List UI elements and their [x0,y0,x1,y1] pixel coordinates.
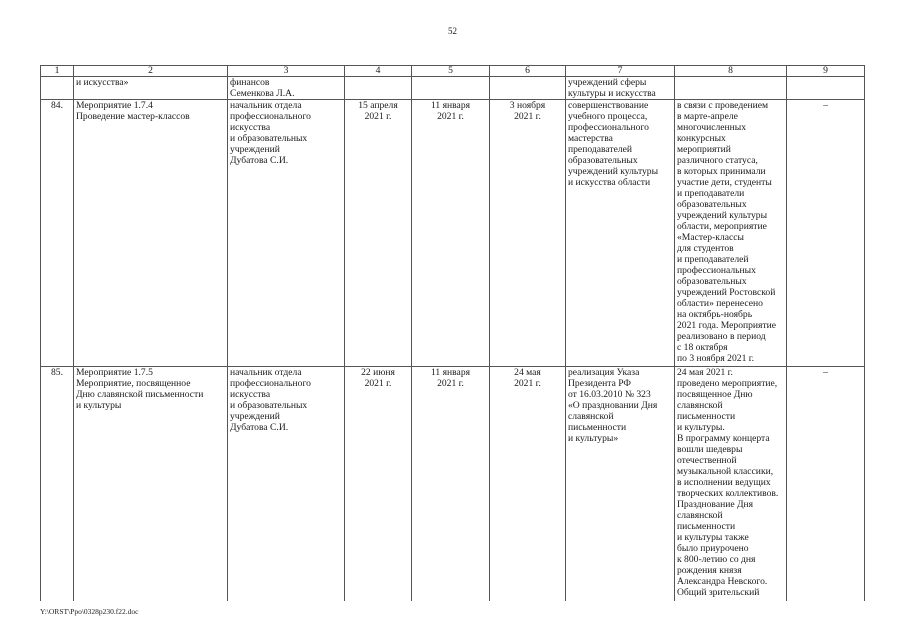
continuation-num-cell [41,77,74,100]
row-number: 84. [41,100,74,367]
expected-result: реализация Указа Президента РФ от 16.03.2010 № 323 «О праздновании Дня славянской письменности и культуры» [566,367,675,601]
row-number: 85. [41,367,74,601]
column-number: 6 [490,66,566,77]
event-name: Мероприятие 1.7.5 Мероприятие, посвященное Дню славянской письменности и культуры [74,367,228,601]
continuation-empty-cell [490,77,566,100]
actual-end-date: 24 мая 2021 г. [490,367,566,601]
event-name: Мероприятие 1.7.4 Проведение мастер-классов [74,100,228,367]
actual-start-date: 11 января 2021 г. [412,367,490,601]
table-row [41,100,865,367]
column-9-value: – [787,367,865,601]
column-number: 7 [566,66,675,77]
table-row [41,367,865,601]
continuation-result-cell: учреждений сферы культуры и искусства [566,77,675,100]
continuation-responsible-cell: финансов Семенкова Л.А. [228,77,345,100]
explanation: 24 мая 2021 г. проведено мероприятие, посвященное Дню славянской письменности и культуры. В программу концерта вошли шедевры отечественной музыкальной классики, в исполнении ведущих творческих коллективов. Празднование Дня славянской письменности и культуры также было приурочено к 800-летию со дня рождения князя Александра Невского. Общий зрительский [675,367,787,601]
column-9-value: – [787,100,865,367]
footer-file-path: Y:\ORST\Ppo\0328p230.f22.doc [40,607,139,616]
column-number: 4 [345,66,412,77]
continuation-empty-cell [675,77,787,100]
continuation-empty-cell [787,77,865,100]
report-table [40,65,865,601]
column-number: 8 [675,66,787,77]
continuation-empty-cell [345,77,412,100]
planned-date: 15 апреля 2021 г. [345,100,412,367]
column-number: 2 [74,66,228,77]
expected-result: совершенствование учебного процесса, профессионального мастерства преподавателей образовательных учреждений культуры и искусства области [566,100,675,367]
column-number: 1 [41,66,74,77]
column-number: 5 [412,66,490,77]
continuation-row [41,77,865,100]
actual-end-date: 3 ноября 2021 г. [490,100,566,367]
column-number: 3 [228,66,345,77]
responsible-person: начальник отдела профессионального искусства и образовательных учреждений Дубатова С.И. [228,100,345,367]
column-number-row [41,66,865,77]
continuation-event-cell: и искусства» [74,77,228,100]
page-number: 52 [448,26,457,36]
explanation: в связи с проведением в марте-апреле многочисленных конкурсных мероприятий различного статуса, в которых принимали участие дети, студенты и преподаватели образовательных учреждений культуры области, мероприятие «Мастер-классы для студентов и преподавателей профессиональных образовательных учреждений Ростовской области» перенесено на октябрь-ноябрь 2021 года. Мероприятие реализовано в период с 18 октября по 3 ноября 2021 г. [675,100,787,367]
continuation-empty-cell [412,77,490,100]
column-number: 9 [787,66,865,77]
responsible-person: начальник отдела профессионального искусства и образовательных учреждений Дубатова С.И. [228,367,345,601]
actual-start-date: 11 января 2021 г. [412,100,490,367]
planned-date: 22 июня 2021 г. [345,367,412,601]
